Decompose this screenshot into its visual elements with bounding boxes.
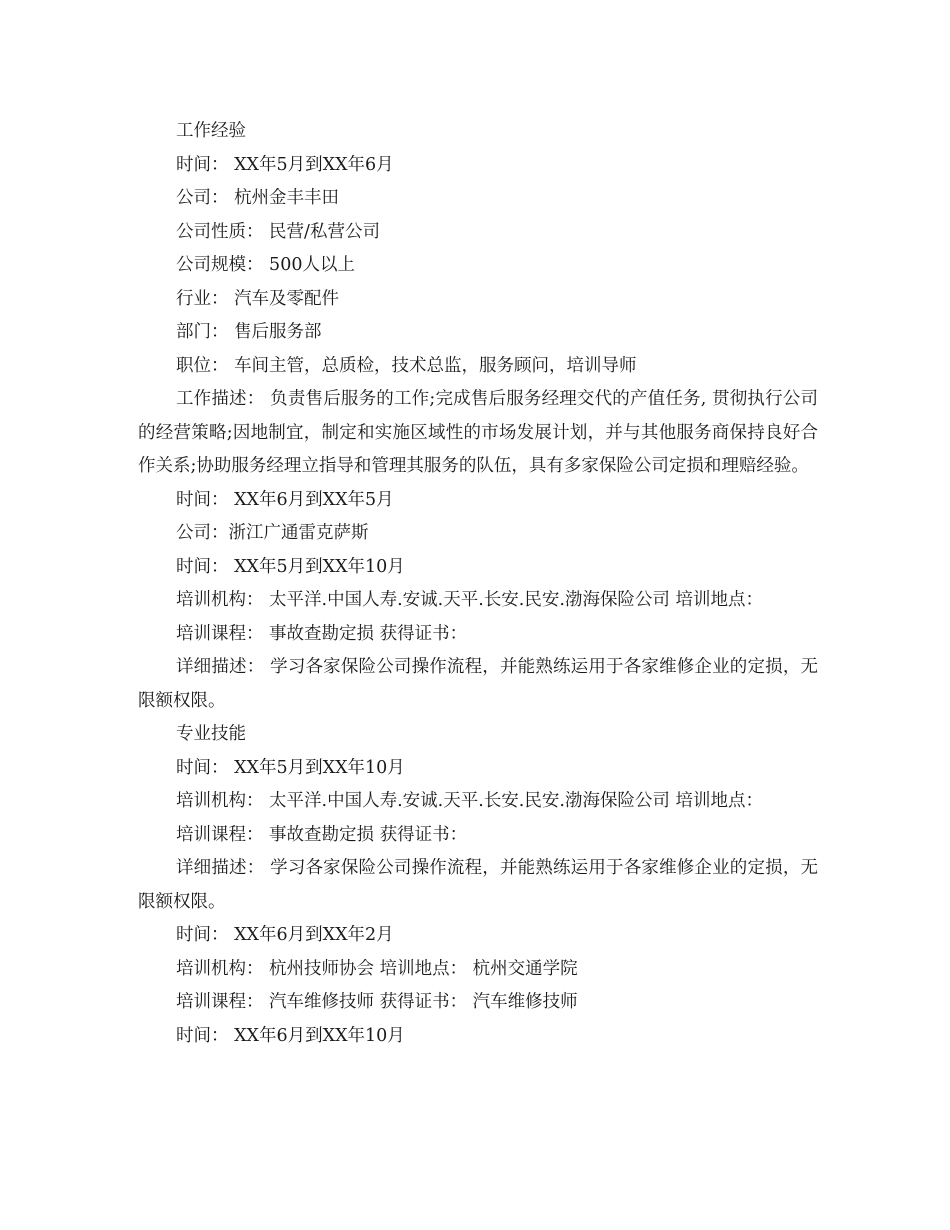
text-line: 公司规模： 500人以上 — [176, 255, 355, 275]
text-paragraph: 详细描述： 学习各家保险公司操作流程，并能熟练运用于各家维修企业的定损，无限额权限。 — [138, 858, 818, 912]
text-line: 公司： 杭州金丰丰田 — [176, 188, 340, 208]
text-line: 培训课程： 事故查勘定损 获得证书： — [176, 623, 468, 644]
text-line: 部门： 售后服务部 — [176, 322, 322, 342]
text-line: 职位： 车间主管，总质检，技术总监，服务顾问，培训导师 — [176, 355, 637, 376]
text-line: 培训机构： 杭州技师协会 培训地点： 杭州交通学院 — [176, 958, 578, 979]
text-line: 行业： 汽车及零配件 — [176, 288, 340, 309]
text-line: 公司性质： 民营/私营公司 — [176, 221, 380, 242]
text-paragraph: 工作描述： 负责售后服务的工作;完成售后服务经理交代的产值任务, 贯彻执行公司的经营策略;因地制宜，制定和实施区域性的市场发展计划，并与其他服务商保持良好合作关系;协助服务经理立指导和管理其服务的队伍，具有多家保险公司定损和理赔经验。 — [138, 389, 818, 476]
text-line: 公司：浙江广通雷克萨斯 — [176, 523, 369, 543]
text-line: 培训课程： 事故查勘定损 获得证书： — [176, 824, 468, 845]
text-line: 时间： XX年6月到XX年5月 — [176, 489, 394, 510]
text-line: 时间： XX年6月到XX年2月 — [176, 925, 394, 945]
text-line: 培训机构： 太平洋.中国人寿.安诚.天平.长安.民安.渤海保险公司 培训地点： — [176, 791, 763, 811]
text-line: 时间： XX年6月到XX年10月 — [176, 1025, 405, 1046]
text-line: 时间： XX年5月到XX年10月 — [176, 556, 405, 577]
section-heading-professional-skills: 专业技能 — [176, 724, 246, 744]
document-body — [138, 115, 818, 1053]
text-line: 时间： XX年5月到XX年10月 — [176, 757, 405, 778]
section-heading-work-experience: 工作经验 — [176, 121, 246, 141]
text-line: 时间： XX年5月到XX年6月 — [176, 154, 394, 175]
text-paragraph: 详细描述： 学习各家保险公司操作流程，并能熟练运用于各家维修企业的定损，无限额权限。 — [138, 657, 818, 711]
text-line: 培训课程： 汽车维修技师 获得证书： 汽车维修技师 — [176, 992, 578, 1012]
text-line: 培训机构： 太平洋.中国人寿.安诚.天平.长安.民安.渤海保险公司 培训地点： — [176, 590, 763, 610]
